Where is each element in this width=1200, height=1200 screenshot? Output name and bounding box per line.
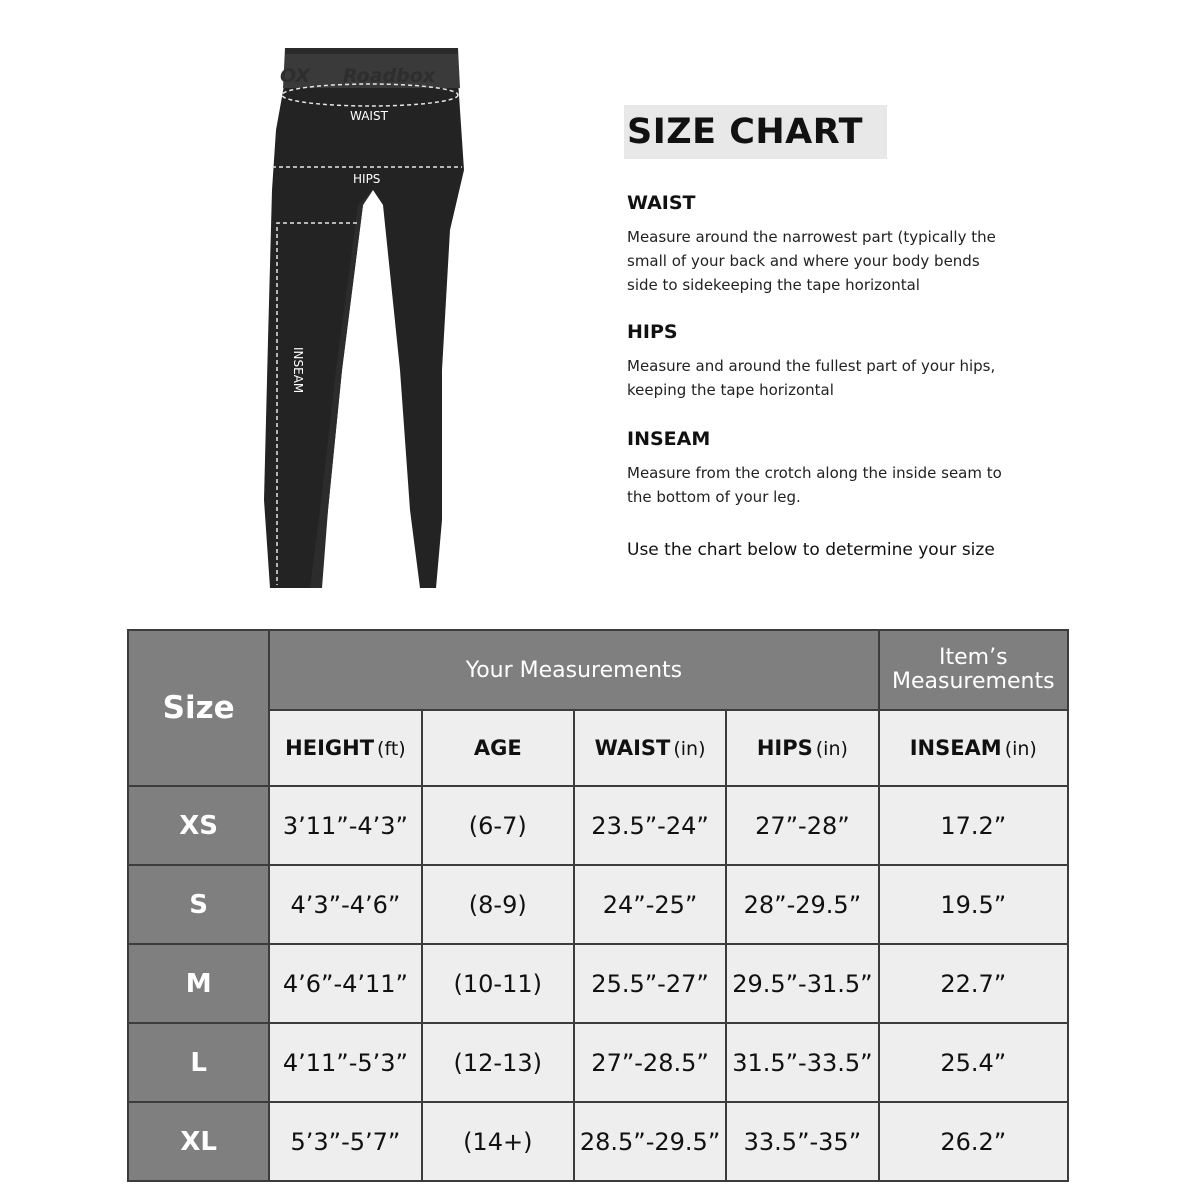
height-cell: 4’6”-4’11” (269, 944, 421, 1023)
height-cell: 5’3”-5’7” (269, 1102, 421, 1181)
waist-cell: 28.5”-29.5” (574, 1102, 726, 1181)
height-cell: 4’11”-5’3” (269, 1023, 421, 1102)
waist-cell: 25.5”-27” (574, 944, 726, 1023)
size-header: Size (128, 630, 269, 786)
size-table (127, 629, 1069, 1182)
size-label: M (128, 944, 269, 1023)
inseam-cell: 22.7” (879, 944, 1068, 1023)
hips-cell: 28”-29.5” (726, 865, 878, 944)
inseam-cell: 17.2” (879, 786, 1068, 865)
size-label: XL (128, 1102, 269, 1181)
column-header-age: AGE (422, 710, 574, 786)
waist-label: WAIST (350, 109, 388, 123)
table-row (128, 1102, 1068, 1181)
waist-cell: 23.5”-24” (574, 786, 726, 865)
svg-text:OX: OX (280, 65, 311, 87)
waist-heading: WAIST (627, 192, 696, 214)
inseam-description: Measure from the crotch along the inside seam to the bottom of your leg. (627, 464, 1002, 506)
waist-cell: 27”-28.5” (574, 1023, 726, 1102)
waist-cell: 24”-25” (574, 865, 726, 944)
size-label: S (128, 865, 269, 944)
table-row (128, 865, 1068, 944)
inseam-cell: 25.4” (879, 1023, 1068, 1102)
hips-description: Measure and around the fullest part of your hips, keeping the tape horizontal (627, 357, 996, 399)
age-cell: (12-13) (422, 1023, 574, 1102)
age-cell: (8-9) (422, 865, 574, 944)
hips-cell: 27”-28” (726, 786, 878, 865)
inseam-cell: 26.2” (879, 1102, 1068, 1181)
item-measurements-header: Item’s Measurements (879, 630, 1068, 710)
closing-instruction: Use the chart below to determine your size (627, 540, 995, 560)
height-cell: 4’3”-4’6” (269, 865, 421, 944)
age-cell: (6-7) (422, 786, 574, 865)
table-row (128, 944, 1068, 1023)
size-label: XS (128, 786, 269, 865)
inseam-heading: INSEAM (627, 428, 711, 450)
column-header-hips: HIPS (in) (726, 710, 878, 786)
title-banner (624, 105, 887, 159)
size-label: L (128, 1023, 269, 1102)
hips-heading: HIPS (627, 321, 678, 343)
hips-label: HIPS (353, 172, 381, 186)
table-row (128, 1023, 1068, 1102)
waist-description: Measure around the narrowest part (typically the small of your back and where your body bends side to sidekeeping the tape horizontal (627, 228, 996, 294)
page-title: SIZE CHART (627, 112, 864, 152)
height-cell: 3’11”-4’3” (269, 786, 421, 865)
pants-body (264, 80, 464, 588)
pants-illustration (250, 40, 500, 600)
column-header-inseam: INSEAM (in) (879, 710, 1068, 786)
inseam-cell: 19.5” (879, 865, 1068, 944)
hips-cell: 29.5”-31.5” (726, 944, 878, 1023)
hips-cell: 33.5”-35” (726, 1102, 878, 1181)
age-cell: (14+) (422, 1102, 574, 1181)
your-measurements-header: Your Measurements (269, 630, 878, 710)
column-header-waist: WAIST (in) (574, 710, 726, 786)
age-cell: (10-11) (422, 944, 574, 1023)
inseam-label: INSEAM (291, 347, 305, 394)
brand-logo: Roadbox (343, 65, 436, 87)
hips-cell: 31.5”-33.5” (726, 1023, 878, 1102)
column-header-height: HEIGHT (ft) (269, 710, 421, 786)
table-row (128, 786, 1068, 865)
